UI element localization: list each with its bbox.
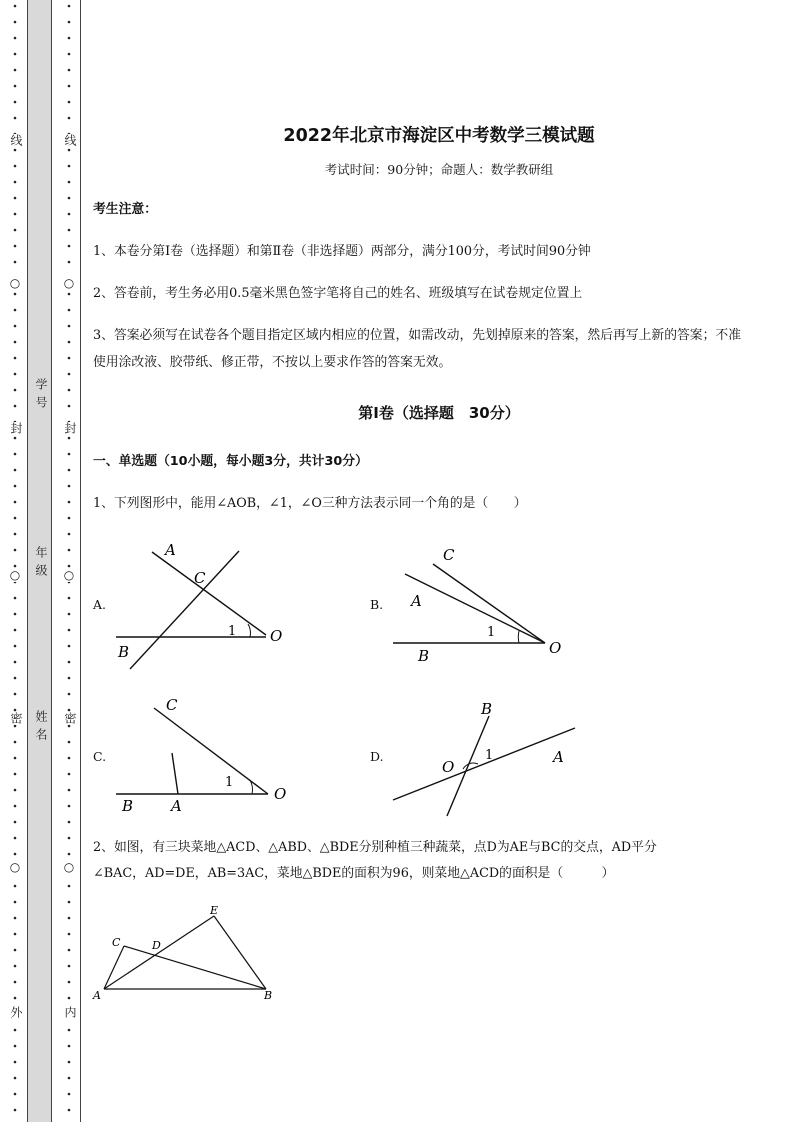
fig-a-label-b: B — [118, 643, 130, 661]
option-a-label: A. — [93, 597, 107, 612]
notice-item-1: 1、本卷分第I卷（选择题）和第Ⅱ卷（非选择题）两部分，满分100分，考试时间90分钟 — [93, 244, 591, 259]
exam-subtitle: 考试时间：90分钟；命题人：数学教研组 — [324, 162, 554, 177]
fig-c-label-1: 1 — [225, 775, 234, 790]
question-2-text-line-1: 2、如图，有三块菜地△ACD、△ABD、△BDE分别种植三种蔬菜，点D为AE与BC的交点，AD平分 — [93, 840, 657, 855]
field-label-student-no: 学号 — [34, 378, 48, 414]
fig-d-label-o: O — [442, 758, 455, 776]
question-2-text-line-2: ∠BAC，AD=DE，AB=3AC，菜地△BDE的面积为96，则菜地△ACD的面积是（ ） — [93, 866, 615, 881]
fig-tri-label-d: D — [152, 939, 161, 952]
notice-item-3: 3、答案必须写在试卷各个题目指定区域内相应的位置，如需改动，先划掉原来的答案，然后再写上新的答案；不准使用涂改液、胶带纸、修正带，不按以上要求作答的答案无效。 — [93, 328, 741, 370]
fig-c-label-o: O — [274, 785, 287, 803]
inner-circle-2: ○ — [62, 568, 76, 582]
fig-tri-label-e: E — [210, 904, 219, 917]
fig-b-label-1: 1 — [487, 625, 496, 640]
outer-label-wai: 外 — [9, 1006, 23, 1018]
fig-c-label-c: C — [166, 696, 178, 714]
notice-heading: 考生注意： — [93, 202, 157, 217]
fig-a-label-1: 1 — [228, 624, 237, 639]
fig-b-label-o: O — [549, 639, 562, 657]
outer-circle-3: ○ — [8, 860, 22, 874]
inner-label-feng: 封 — [63, 422, 77, 434]
outer-label-feng: 封 — [9, 422, 23, 434]
option-b-label: B. — [370, 597, 384, 612]
option-c-label: C. — [93, 749, 107, 764]
fig-b-label-b: B — [418, 647, 430, 665]
inner-label-xian: 线 — [63, 134, 77, 146]
fig-a-label-o: O — [270, 627, 283, 645]
fig-d-label-a: A — [553, 748, 564, 766]
fig-tri-label-b: B — [264, 989, 273, 1002]
fig-a-label-c: C — [194, 569, 206, 587]
fig-c-label-a: A — [171, 797, 182, 815]
outer-label-mi: 密 — [9, 712, 23, 724]
figure-triangles — [88, 900, 288, 1010]
binding-margin — [0, 0, 84, 1122]
fig-d-label-1: 1 — [485, 748, 494, 763]
figure-option-c — [108, 690, 308, 820]
band-border-right — [51, 0, 52, 1122]
section-title: 第I卷（选择题 30分） — [358, 404, 520, 422]
fig-d-label-b: B — [481, 700, 493, 718]
outer-circle-1: ○ — [8, 276, 22, 290]
figure-option-d — [385, 690, 585, 820]
outer-label-xian: 线 — [9, 134, 23, 146]
band-border-left — [27, 0, 28, 1122]
part-title: 一、单选题（10小题，每小题3分，共计30分） — [93, 454, 368, 469]
figure-option-b — [385, 540, 585, 670]
fig-a-label-a: A — [165, 541, 176, 559]
inner-circle-3: ○ — [62, 860, 76, 874]
inner-circle-1: ○ — [62, 276, 76, 290]
notice-item-2: 2、答卷前，考生务必用0.5毫米黑色签字笔将自己的姓名、班级填写在试卷规定位置上 — [93, 286, 583, 301]
binding-line — [80, 0, 81, 1122]
fig-tri-label-a: A — [93, 989, 101, 1002]
fig-b-label-a: A — [411, 592, 422, 610]
figure-option-a — [108, 535, 308, 680]
inner-label-mi: 密 — [63, 712, 77, 724]
field-label-grade: 年级 — [34, 546, 48, 582]
page-title: 2022年北京市海淀区中考数学三模试题 — [283, 126, 595, 146]
fig-tri-label-c: C — [112, 936, 121, 949]
field-label-name: 姓名 — [34, 710, 48, 746]
option-d-label: D. — [370, 749, 384, 764]
outer-circle-2: ○ — [8, 568, 22, 582]
fig-b-label-c: C — [443, 546, 455, 564]
inner-label-nei: 内 — [63, 1006, 77, 1018]
question-1-text: 1、下列图形中，能用∠AOB，∠1，∠O三种方法表示同一个角的是（ ） — [93, 496, 527, 511]
fig-c-label-b: B — [122, 797, 134, 815]
